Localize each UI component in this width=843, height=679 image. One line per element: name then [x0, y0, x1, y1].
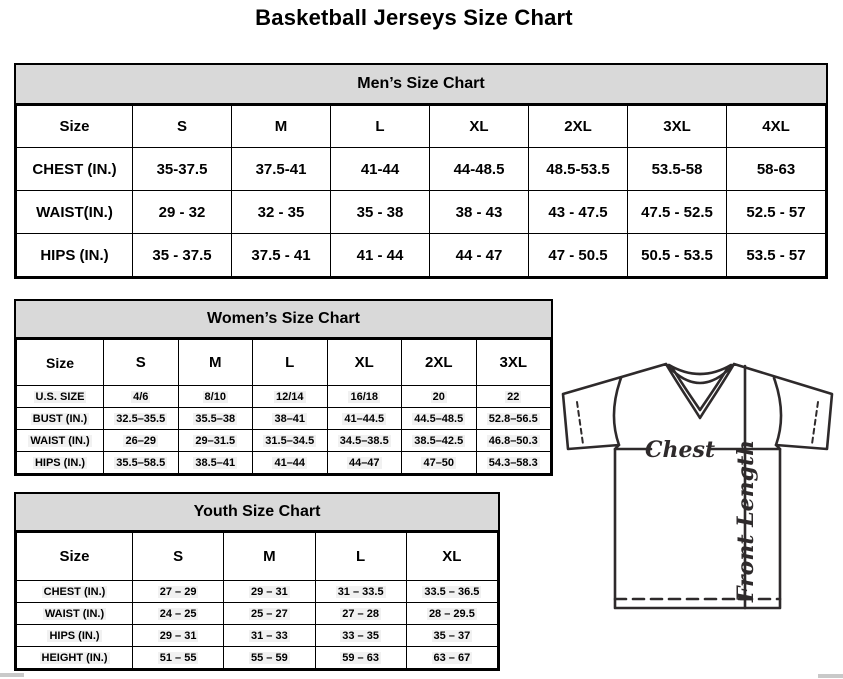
table-title: Men’s Size Chart	[357, 75, 485, 92]
women-column-header: S	[104, 340, 179, 386]
men-cell: 35-37.5	[133, 148, 232, 191]
women-cell: 31.5–34.5	[253, 430, 328, 452]
men-cell: 53.5 - 57	[727, 234, 826, 277]
women-column-header: M	[178, 340, 253, 386]
youth-cell: 59 – 63	[315, 647, 406, 669]
women-data-row	[17, 386, 551, 408]
youth-cell: 29 – 31	[224, 581, 315, 603]
women-cell: 26–29	[104, 430, 179, 452]
youth-table	[16, 532, 498, 669]
youth-cell: 35 – 37	[406, 625, 497, 647]
women-cell: 38.5–42.5	[402, 430, 477, 452]
youth-column-header: S	[133, 533, 224, 581]
women-cell: 41–44	[253, 452, 328, 474]
women-cell: 38–41	[253, 408, 328, 430]
men-column-header: M	[232, 106, 331, 148]
men-cell: 47.5 - 52.5	[628, 191, 727, 234]
women-cell: 35.5–58.5	[104, 452, 179, 474]
womens-table	[16, 339, 551, 474]
women-cell: 38.5–41	[178, 452, 253, 474]
women-cell: 54.3–58.3	[476, 452, 551, 474]
men-cell: 48.5-53.5	[529, 148, 628, 191]
men-column-header: XL	[430, 106, 529, 148]
men-cell: 47 - 50.5	[529, 234, 628, 277]
jersey-measurement-diagram	[553, 356, 843, 628]
jersey-outline	[563, 364, 832, 608]
women-data-row	[17, 430, 551, 452]
women-cell: 12/14	[253, 386, 328, 408]
men-cell: 41-44	[331, 148, 430, 191]
women-cell: 35.5–38	[178, 408, 253, 430]
collar-back-arc	[669, 365, 731, 374]
youth-column-header: XL	[406, 533, 497, 581]
youth-header-row	[17, 533, 498, 581]
youth-cell: 33.5 – 36.5	[406, 581, 497, 603]
mens-table	[16, 105, 826, 277]
table-title: Women’s Size Chart	[207, 310, 360, 327]
women-row-label: U.S. SIZE	[17, 386, 104, 408]
youth-column-header: M	[224, 533, 315, 581]
youth-cell: 55 – 59	[224, 647, 315, 669]
men-cell: 37.5 - 41	[232, 234, 331, 277]
youth-cell: 28 – 29.5	[406, 603, 497, 625]
youth-cell: 31 – 33.5	[315, 581, 406, 603]
men-data-row	[17, 234, 826, 277]
men-cell: 58-63	[727, 148, 826, 191]
youth-column-header: L	[315, 533, 406, 581]
women-cell: 8/10	[178, 386, 253, 408]
youth-cell: 27 – 29	[133, 581, 224, 603]
scrollbar-fragment-left[interactable]	[0, 673, 24, 677]
men-cell: 44-48.5	[430, 148, 529, 191]
women-cell: 47–50	[402, 452, 477, 474]
women-cell: 16/18	[327, 386, 402, 408]
youth-data-row	[17, 647, 498, 669]
women-cell: 44–47	[327, 452, 402, 474]
page-title: Basketball Jerseys Size Chart	[255, 5, 573, 30]
men-cell: 50.5 - 53.5	[628, 234, 727, 277]
men-data-row	[17, 148, 826, 191]
women-corner-header: Size	[17, 340, 104, 386]
women-cell: 34.5–38.5	[327, 430, 402, 452]
men-header-row	[17, 106, 826, 148]
women-cell: 52.8–56.5	[476, 408, 551, 430]
women-row-label: WAIST (IN.)	[17, 430, 104, 452]
men-row-label: WAIST(IN.)	[17, 191, 133, 234]
youth-row-label: CHEST (IN.)	[17, 581, 133, 603]
men-column-header: L	[331, 106, 430, 148]
youth-data-row	[17, 581, 498, 603]
youth-cell: 31 – 33	[224, 625, 315, 647]
youth-row-label: HEIGHT (IN.)	[17, 647, 133, 669]
youth-data-row	[17, 603, 498, 625]
women-cell: 22	[476, 386, 551, 408]
mens-size-chart-table	[14, 63, 828, 279]
chest-label: Chest	[644, 437, 716, 463]
men-cell: 53.5-58	[628, 148, 727, 191]
men-cell: 41 - 44	[331, 234, 430, 277]
men-cell: 37.5-41	[232, 148, 331, 191]
men-data-row	[17, 191, 826, 234]
men-cell: 29 - 32	[133, 191, 232, 234]
front-length-label: Front Length	[733, 439, 759, 603]
men-corner-header: Size	[17, 106, 133, 148]
women-row-label: BUST (IN.)	[17, 408, 104, 430]
women-cell: 46.8–50.3	[476, 430, 551, 452]
men-cell: 43 - 47.5	[529, 191, 628, 234]
youth-cell: 33 – 35	[315, 625, 406, 647]
scrollbar-fragment-right[interactable]	[818, 674, 843, 678]
women-column-header: 3XL	[476, 340, 551, 386]
women-cell: 41–44.5	[327, 408, 402, 430]
women-cell: 20	[402, 386, 477, 408]
men-cell: 35 - 37.5	[133, 234, 232, 277]
mens-table-caption	[16, 65, 826, 105]
men-cell: 44 - 47	[430, 234, 529, 277]
youth-table-caption	[16, 494, 498, 532]
women-cell: 29–31.5	[178, 430, 253, 452]
youth-cell: 25 – 27	[224, 603, 315, 625]
youth-row-label: WAIST (IN.)	[17, 603, 133, 625]
youth-cell: 63 – 67	[406, 647, 497, 669]
women-row-label: HIPS (IN.)	[17, 452, 104, 474]
men-column-header: 2XL	[529, 106, 628, 148]
women-column-header: 2XL	[402, 340, 477, 386]
men-column-header: 3XL	[628, 106, 727, 148]
youth-cell: 24 – 25	[133, 603, 224, 625]
womens-table-caption	[16, 301, 551, 339]
women-data-row	[17, 408, 551, 430]
men-column-header: 4XL	[727, 106, 826, 148]
men-cell: 38 - 43	[430, 191, 529, 234]
men-cell: 52.5 - 57	[727, 191, 826, 234]
youth-cell: 51 – 55	[133, 647, 224, 669]
women-column-header: L	[253, 340, 328, 386]
women-column-header: XL	[327, 340, 402, 386]
youth-data-row	[17, 625, 498, 647]
youth-size-chart-table	[14, 492, 500, 671]
womens-size-chart-table	[14, 299, 553, 476]
youth-cell: 27 – 28	[315, 603, 406, 625]
youth-cell: 29 – 31	[133, 625, 224, 647]
women-data-row	[17, 452, 551, 474]
youth-corner-header: Size	[17, 533, 133, 581]
women-header-row	[17, 340, 551, 386]
women-cell: 4/6	[104, 386, 179, 408]
table-title: Youth Size Chart	[193, 503, 321, 520]
men-cell: 32 - 35	[232, 191, 331, 234]
youth-row-label: HIPS (IN.)	[17, 625, 133, 647]
men-cell: 35 - 38	[331, 191, 430, 234]
men-row-label: CHEST (IN.)	[17, 148, 133, 191]
men-row-label: HIPS (IN.)	[17, 234, 133, 277]
women-cell: 32.5–35.5	[104, 408, 179, 430]
men-column-header: S	[133, 106, 232, 148]
women-cell: 44.5–48.5	[402, 408, 477, 430]
